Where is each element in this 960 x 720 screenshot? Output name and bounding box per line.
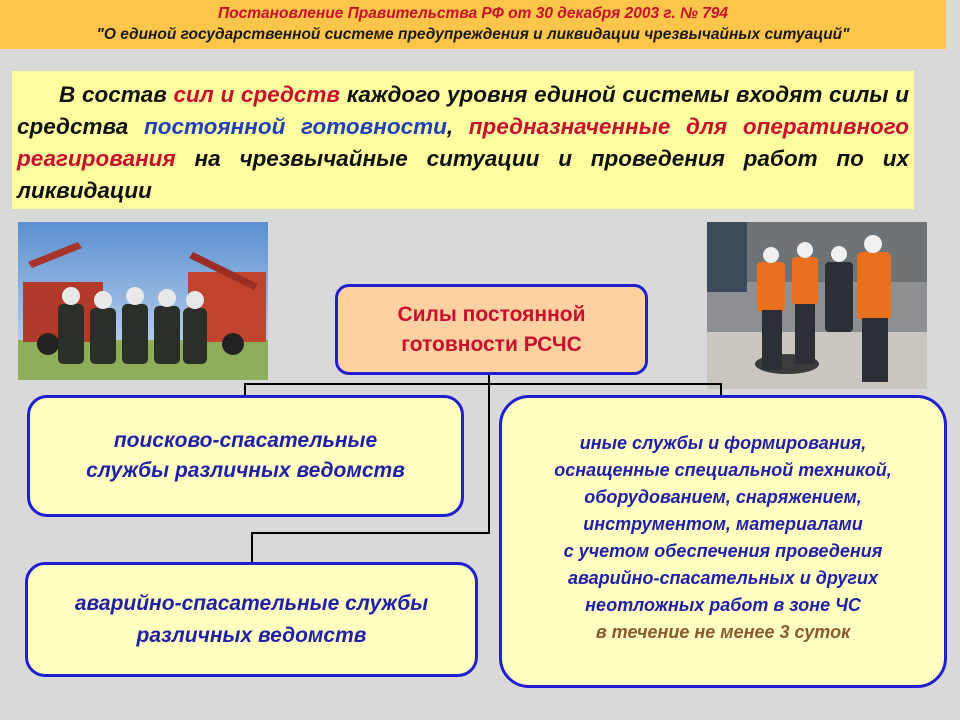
node-emergency-rescue-line1: аварийно-спасательные службы: [74, 591, 429, 615]
node-other-line: неотложных работ в зоне ЧС: [585, 595, 861, 615]
connector-left2-drop: [251, 532, 253, 563]
node-other-line: оснащенные специальной техникой,: [554, 460, 892, 480]
node-other-line: аварийно-спасательных и других: [568, 568, 878, 588]
node-other-line: оборудованием, снаряжением,: [584, 487, 862, 507]
intro-highlight-forces: сил и средств: [173, 82, 340, 107]
connector-top-horizontal: [244, 383, 722, 385]
node-other-duration-note: в течение не менее 3 суток: [595, 622, 851, 642]
intro-segment: на чрезвычайные ситуации и проведения работ по их ликвидации: [17, 146, 909, 203]
root-node-line2: готовности РСЧС: [401, 332, 582, 356]
root-node-line1: Силы постоянной: [397, 302, 586, 326]
node-search-rescue-line1: поисково-спасательные: [113, 429, 378, 452]
document-header: [0, 0, 946, 49]
node-other-line: иные службы и формирования,: [579, 433, 867, 453]
intro-segment: каждого уровня единой системы входят силы и средства: [17, 82, 909, 139]
root-node-readiness-forces: [335, 284, 648, 375]
intro-highlight-purpose: предназначенные для оперативного реагирования: [17, 114, 909, 171]
node-other-line: инструментом, материалами: [583, 514, 863, 534]
intro-highlight-readiness: постоянной готовности: [143, 114, 447, 139]
node-emergency-rescue-services: [25, 562, 478, 677]
firefighters-photo: [18, 222, 268, 380]
connector-lower-horizontal: [251, 532, 490, 534]
intro-text-block: [12, 71, 914, 209]
rescue-workers-photo: [707, 222, 927, 389]
connector-trunk: [488, 374, 490, 534]
node-other-services: [499, 395, 947, 688]
header-decree-title: Постановление Правительства РФ от 30 декабря 2003 г. № 794: [217, 5, 729, 22]
intro-segment: ,: [446, 114, 469, 139]
node-emergency-rescue-line2: различных ведомств: [136, 623, 367, 647]
intro-segment: В состав: [59, 82, 174, 107]
node-other-line: с учетом обеспечения проведения: [563, 541, 883, 561]
node-search-rescue-line2: службы различных ведомств: [86, 459, 405, 482]
intro-paragraph: [17, 79, 909, 207]
node-search-rescue-services: [27, 395, 464, 517]
header-decree-subject: "О единой государственной системе предупреждения и ликвидации чрезвычайных ситуаций": [96, 26, 850, 43]
